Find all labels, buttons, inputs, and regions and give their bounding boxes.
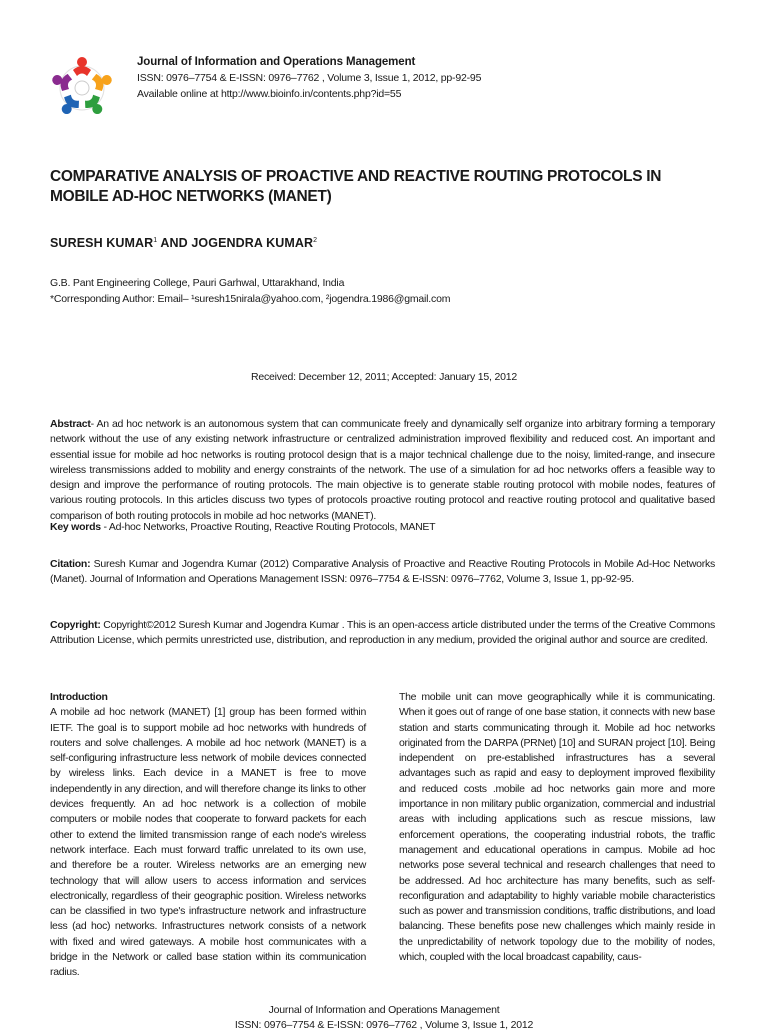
keywords-label: Key words xyxy=(50,521,101,533)
author-2-affil-mark: 2 xyxy=(313,236,318,244)
introduction-text-right: The mobile unit can move geographically while it is communicating. When it goes out of range of one base station, it connects with new base station and starts communicating through it. Mobile ad hoc networks originated from the DARPA (PRNet) [10] and SURAN project [10]. Being independent on pre-established infrastructures has a several advantages such as rapid and easy to deployment improved flexibility and reduced costs .mobile ad hoc networks gain more and more importance in non military public organization, commercial and industrial areas with including applications such as rescue missions, law enforcement operations, the cooperating industrial robots, the traffic management and educational operations in campus. Mobile ad hoc networks pose several technical and research challenges that need to be addressed. Ad hoc architecture has many benefits, such as self-reconfiguration and adaptability to highly variable mobile characteristics such as power and transmission conditions, traffic distributions, and load balancing. These benefits pose new challenges which mainly reside in the unpredictability of network topology due to the mobility of nodes, which, coupled with the local broadcast capability, caus- xyxy=(399,691,715,964)
citation-text: Suresh Kumar and Jogendra Kumar (2012) Comparative Analysis of Proactive and Reactive Routing Protocols in Mobile Ad-Hoc Networks (Manet). Journal of Information and Operations Management ISSN: 0976–7754 & E-ISSN: 0976–7762, Volume 3, Issue 1, pp-92-95. xyxy=(50,558,715,586)
keywords xyxy=(50,520,715,535)
abstract xyxy=(50,417,715,524)
author-1: SURESH KUMAR xyxy=(50,236,154,250)
body-left-column xyxy=(50,690,366,981)
journal-logo-icon xyxy=(46,52,118,124)
citation-label: Citation: xyxy=(50,558,91,570)
author-1-affil-mark: 1 xyxy=(153,236,158,244)
journal-issn-line: ISSN: 0976–7754 & E-ISSN: 0976–7762 , Volume 3, Issue 1, 2012, pp-92-95 xyxy=(137,72,482,84)
abstract-text: - An ad hoc network is an autonomous system that can communicate freely and dynamically self organize into arbitrary forming a temporary network without the use of any existing network infrastructure or centralized administration improved flexibility and reduced cost. An important and essential issue for mobile ad hoc networks is routing protocol design that is a major technical challenge due to the noisy, limited-range, and insecure wireless transmissions added to mobility and energy constraints of the network. The use of a simulation for ad hoc networks offers a feasible way to design and improve the performance of routing protocols. The main objective is to generate stable routing protocol with mobile nodes, features of various routing protocols. In this articles discuss two types of protocols proactive routing protocol and reactive routing protocol and qualitative based comparison of both routing protocols in mobile ad hoc networks (MANET). xyxy=(50,418,715,522)
keywords-text: - Ad-hoc Networks, Proactive Routing, Reactive Routing Protocols, MANET xyxy=(100,521,436,533)
footer-journal-name: Journal of Information and Operations Management xyxy=(268,1004,500,1016)
journal-name: Journal of Information and Operations Management xyxy=(137,56,416,68)
author-2: JOGENDRA KUMAR xyxy=(191,236,314,250)
body-right-column xyxy=(399,690,715,965)
copyright-text: Copyright©2012 Suresh Kumar and Jogendra Kumar . This is an open-access article distributed under the terms of the Creative Commons Attribution License, which permits unrestricted use, distribution, and reproduction in any medium, provided the original author and source are credited. xyxy=(50,619,715,647)
copyright-label: Copyright: xyxy=(50,619,101,631)
abstract-label: Abstract xyxy=(50,418,91,430)
author-separator: AND xyxy=(157,236,192,250)
corresponding-author: *Corresponding Author: Email– ¹suresh15nirala@yahoo.com, ²jogendra.1986@gmail.com xyxy=(50,293,451,305)
copyright xyxy=(50,618,715,649)
author-line xyxy=(50,236,317,250)
introduction-text-left: A mobile ad hoc network (MANET) [1] group has been formed within IETF. The goal is to support mobile ad hoc networks with hundreds of routers and solve challenges. A mobile ad hoc network (MANET) is a self-configuring infrastructure less network of mobile devices connected by wireless links. Each device in a MANET is free to move independently in any direction, and will therefore change its links to other devices frequently. An ad hoc network is a collection of mobile computers or mobile nodes that cooperate to forward packets for each other to extend the limited transmission range of each node's wireless network interface. Each must forward traffic unrelated to its own use, and therefore be a router. Wireless networks are an emerging new technology that will allow users to access information and services electronically, regardless of their geographic position. Wireless networks can be classified in two type's infrastructure network and infrastructure less (ad hoc) networks. Infrastructures network consists of a network with fixed and wired gateways. A mobile host communicates with a bridge in the Network or called base station within its communication radius. xyxy=(50,706,366,979)
introduction-heading: Introduction xyxy=(50,691,108,703)
footer-issn-line: ISSN: 0976–7754 & E-ISSN: 0976–7762 , Volume 3, Issue 1, 2012 xyxy=(234,1019,534,1031)
received-accepted-dates: Received: December 12, 2011; Accepted: January 15, 2012 xyxy=(250,371,518,383)
citation xyxy=(50,557,715,588)
paper-title: COMPARATIVE ANALYSIS OF PROACTIVE AND REACTIVE ROUTING PROTOCOLS IN MOBILE AD-HOC NETWORKS (MANET) xyxy=(50,168,662,205)
journal-online-link[interactable]: Available online at http://www.bioinfo.in/contents.php?id=55 xyxy=(137,88,402,100)
affiliation: G.B. Pant Engineering College, Pauri Garhwal, Uttarakhand, India xyxy=(50,277,345,289)
